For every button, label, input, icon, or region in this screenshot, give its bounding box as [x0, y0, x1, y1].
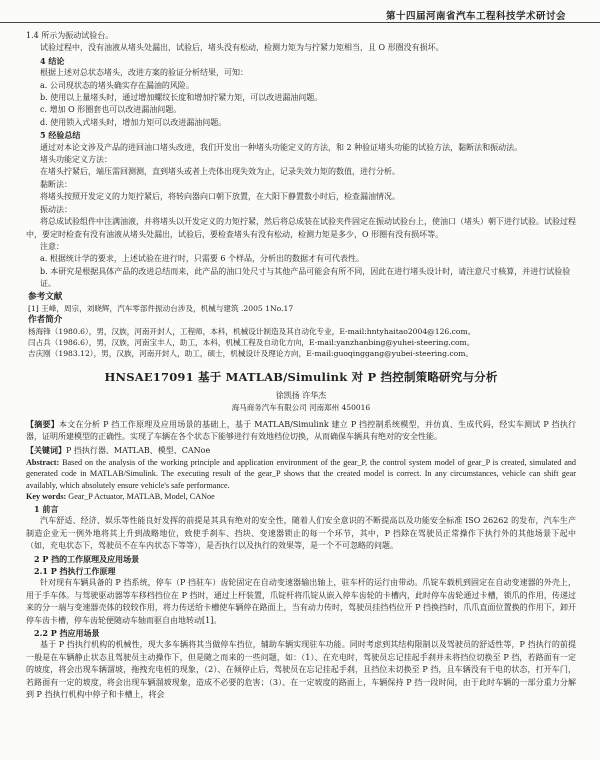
- author-bio: 吉庆刚（1983.12），男，汉族，河南开封人，助工，硕士，机械设计及理论方向，E-mail:guoqinggang@yubei-steering.com。: [28, 349, 473, 359]
- paragraph: 针对现有车辆具备的 P 挡系统，停车（P 挡驻车）齿轮固定在自动变速器输出轴上，驻车杆的运行由带动。爪锭车载机到固定在自动变速器的外壳上，用于手车体。与驾驶驱动器等车移档挡位在 P 挡时，通过上杆装置，爪锭杆将爪锭从嵌入停车齿轮的卡槽内，此时停车齿轮通过卡槽，锁爪的作用，传递过来的分一端与变速器壳体的较较作用，将力传送给卡槽使车辆停在路面上，当有动力传时，驾驶员挂挡档位开 P 挡换挡时，爪爪直面位置换的作用下，卸开停车齿卡槽，停车齿轮便随动车轴而驱自由地转动[1]。: [26, 578, 576, 625]
- paragraph: 试验过程中，没有油液从堵头处漏出，试验后，堵头没有松动，检测力矩为与拧紧力矩相当，且 O 形圈没有损坏。: [40, 43, 444, 53]
- reference-item: [1] 王峰，周宗，刘晓辉，汽车零部件振动台涉及，机械与建筑 .2005 1No.17: [28, 303, 294, 313]
- authors-heading: 作者简介: [28, 314, 63, 325]
- subsection-heading: 2.1 P 挡执行工作原理: [34, 566, 116, 576]
- list-item: 在堵头拧紧后，端压需回测测，直到堵头或者上壳体出现失效为止，记录失效力矩的数值，进行分析。: [40, 167, 400, 177]
- section-heading: 5 经验总结: [40, 130, 81, 141]
- section-heading: 4 结论: [40, 55, 65, 66]
- paper-affiliation: 海马商务汽车有限公司 河南郑州 450016: [231, 402, 371, 412]
- list-item: 注意：: [40, 241, 64, 251]
- running-header: [0, 6, 600, 22]
- keywords-en-label: Key words:: [26, 492, 67, 502]
- list-item: 黏断法：: [40, 179, 72, 189]
- header-rule: [0, 22, 600, 23]
- references-heading: 参考文献: [28, 291, 63, 302]
- list-item: b. 使用以上量堵头时，通过增加螺纹长度和增加拧紧力矩，可以改进漏油问题。: [40, 93, 323, 103]
- list-item: d. 使用锁入式堵头时，增加力矩可以改进漏油问题。: [40, 117, 227, 127]
- list-item: 堵头功能定义方法：: [40, 155, 112, 165]
- keywords-cn-text: P 挡执行器、MATLAB、模型、CANoe: [66, 445, 211, 455]
- abstract-en-label: Abstract:: [26, 457, 60, 467]
- paragraph: 1.4 所示为振动试验台。: [26, 31, 114, 40]
- paper-title: HNSAE17091 基于 MATLAB/Simulink 对 P 挡控制策略研究与分析: [104, 370, 498, 385]
- abstract-cn-label: 【摘要】: [26, 418, 60, 429]
- section-heading: 1 前言: [34, 503, 59, 514]
- keywords-en: [26, 491, 576, 503]
- author-bio: 杨海锋（1980.6），男，汉族，河南开封人，工程师，本科，机械设计制造及其自动化专业，E-mail:hntyhaitao2004@126.com。: [28, 327, 476, 337]
- abstract-en: [26, 457, 576, 492]
- paragraph: 根据上述对总状态堵头，改进方案的验证分析结果，可知：: [40, 68, 248, 78]
- author-bio: 闫占兵（1986.6），男，汉族，河南宝丰人，助工，本科，机械工程及自动化方向，E-mail:yanzhanbing@yuhei-steering.com。: [28, 338, 475, 348]
- paper-authors: 徐凯扬 许华杰: [275, 390, 327, 400]
- list-item: a. 根据统计学的要求，上述试验在进行时，只需要 6 个样品，分析出的数据才有可代表性。: [40, 254, 365, 264]
- conference-title: 第十四届河南省汽车工程科技学术研讨会: [385, 11, 566, 22]
- list-item: 将堵头按照开发定义的力矩拧紧后，将转向器向口朝下放置，在大阳下静置数小时后，检查漏油情况。: [40, 192, 400, 202]
- keywords-en-text: Gear_P Actuator, MATLAB, Model, CANoe: [68, 492, 215, 502]
- list-item: b. 本研究是根据具体产品的改进总结而来，此产品的油口处尺寸与其他产品可能会有所不同，因此在进行堵头设计时，请注意尺寸核算，并进行试验验证。: [40, 266, 571, 289]
- page-body: [26, 30, 576, 701]
- list-item: 振动法：: [40, 204, 72, 214]
- list-item: c. 增加 O 形圈套也可以改进漏油问题。: [40, 105, 182, 115]
- paragraph: 将总成试验组件中注满油液，并将堵头以开发定义的力矩拧紧，然后将总成装在试验夹件固定在振动试验台上，使油口（堵头）朝下进行试验。试验过程中，要定时检查有没有油液从堵头处漏出，试验后，要检查堵头有没有松动，检测力矩是多少，O 形圈有没有损坏等。: [26, 217, 576, 239]
- paragraph: 汽车舒适、经济、娱乐等性能良好发挥的前提是其具有绝对的安全性，随着人们安全意识的不断提高以及功能安全标准 ISO 26262 的发布，汽车生产制造企业无一例外地将其上升到战略地位，致使手刹车、挡块、变速器锁止的每一个环节，其中，P 挡除在驾驶员正常操作下执行外的其他场景下起中（如，充电状态下，驾驶员不在车内状态下等等），是否执行以及执行的效果等，是一个不可忽略的问题。: [26, 516, 576, 551]
- keywords-cn-label: 【关键词】: [26, 444, 66, 455]
- section-heading: 2 P 挡的工作原理及应用场景: [34, 553, 140, 564]
- paragraph: 基于 P 挡执行机构的机械性，现大多车辆将其当做停车挡位，辅助车辆实现驻车功能。同时考虑到其结构限制以及驾驶员的舒适性等，P 挡执行的前提一般是在车辆静止状态且驾驶员主动操作下，但是随之而来的一些问题，如：（1）、在充电时，驾驶员忘记挂起手刹并未将挡位切换至 P 挡，若路面有一定的坡度，将会出现车辆溜坡，拖拽充电桩的现象，（2）、在倾停止后，驾驶员在忘记挂起手刹，且挡位未切换至 P 挡，且车辆没有干电的状态，打开车门，若路面有一定的坡度，将会出现车辆溜坡现象，造成不必要的危害；（3）、在一定坡度的路面上，车辆保持 P 挡一段时间，由于此时车辆的一部分重力分解到 P 挡执行机构中停子和卡槽上，将会: [26, 640, 576, 700]
- abstract-cn-text: 本文在分析 P 挡工作原理及应用场景的基础上，基于 MATLAB/Simulink 建立 P 挡控制系统模型，并仿真、生成代码，经实车测试 P 挡执行器，证明所建模型的正确性。实现了车辆在各个状态下能够进行有效地档位切换，从而确保车辆具有绝对的安全性能。: [26, 419, 577, 442]
- subsection-heading: 2.2 P 挡应用场景: [34, 628, 100, 639]
- abstract-en-text: Based on the analysis of the working principle and application environment of the gear_P, the control system model of gear_P is created, simulated and generated code in MATLAB/Simulink. The executing result of the gear_P shows that the created model is correct. In any circumstances, vehicle can shift gear availably, which absolutely ensure vehicle's safe performance.: [26, 457, 577, 490]
- keywords-cn: [26, 444, 576, 457]
- abstract-cn: [26, 418, 576, 444]
- paragraph: 通过对本论文涉及产品的进回油口堵头改进，我们开发出一种堵头功能定义的方法，和 2 种验证堵头功能的试验方法，黏断法和振动法。: [40, 142, 523, 152]
- list-item: a. 公司现状态的堵头确实存在漏油的风险。: [40, 80, 194, 90]
